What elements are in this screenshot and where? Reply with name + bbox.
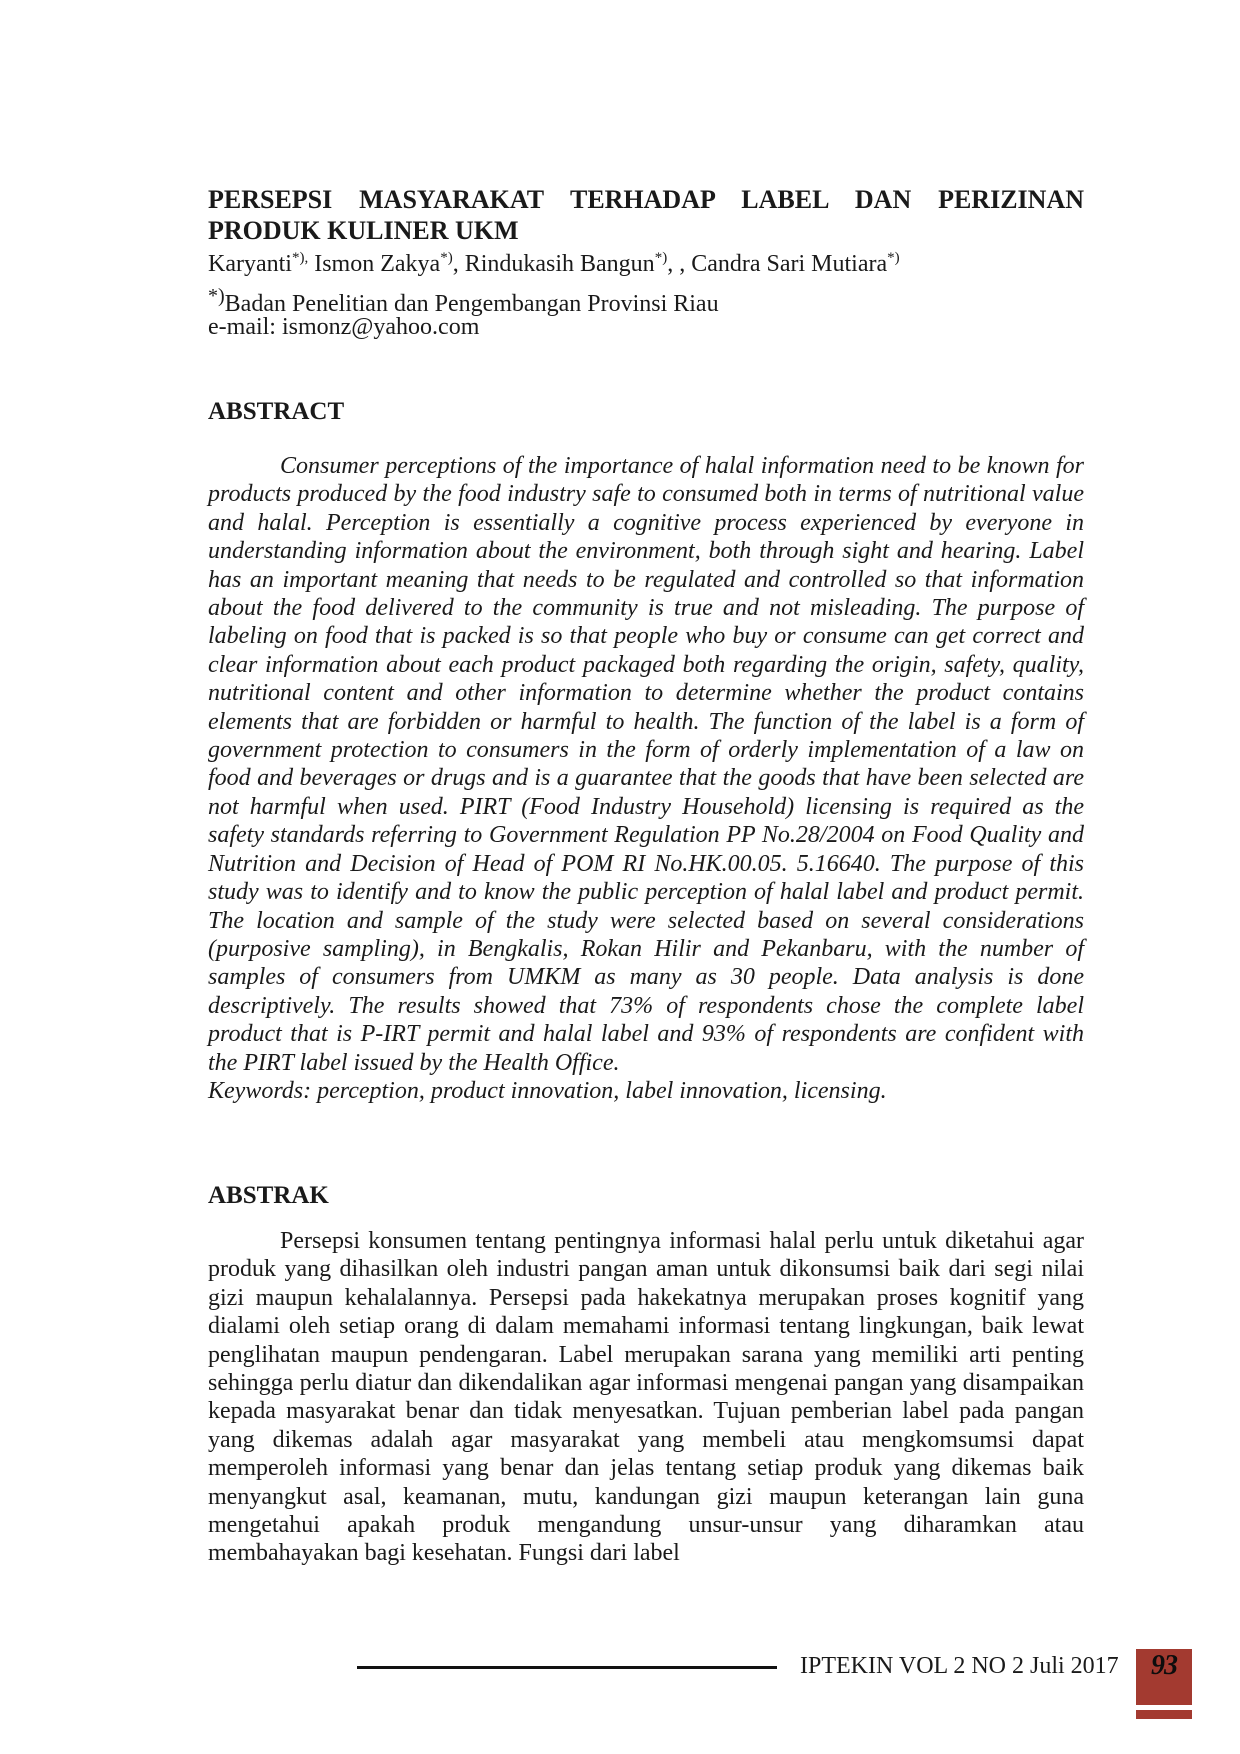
abstrak-body: Persepsi konsumen tentang pentingnya informasi halal perlu untuk diketahui agar produk yang dihasilkan oleh industri pangan aman untuk dikonsumsi baik dari segi nilai gizi maupun kehalalannya. Persepsi pada hakekatnya merupakan proses kognitif yang dialami oleh setiap orang di dalam memahami informasi tentang lingkungan, baik lewat penglihatan maupun pendengaran. Label merupakan sarana yang memiliki arti penting sehingga perlu diatur dan dikendalikan agar informasi mengenai pangan yang disampaikan kepada masyarakat benar dan tidak menyesatkan. Tujuan pemberian label pada pangan yang dikemas adalah agar masyarakat yang membeli atau mengkomsumsi dapat memperoleh informasi yang benar dan jelas tentang setiap produk yang dikemas baik menyangkut asal, keamanan, mutu, kandungan gizi maupun keterangan lain guna mengetahui apakah produk mengandung unsur-unsur yang diharamkan atau membahayakan bagi kesehatan. Fungsi dari label bbox=[208, 1228, 1084, 1567]
author-affiliation-mark: *) bbox=[887, 250, 900, 266]
author-name: Karyanti bbox=[208, 251, 292, 277]
page-number-badge-box bbox=[1136, 1649, 1192, 1705]
abstrak-section bbox=[208, 1227, 1084, 1568]
author-affiliation-mark: *), bbox=[291, 250, 309, 266]
abstrak-heading: ABSTRAK bbox=[208, 1182, 329, 1209]
abstract-body: Consumer perceptions of the importance of halal information need to be known for products produced by the food industry safe to consumed both in terms of nutritional value and halal. Perception is essentially a cognitive process experienced by everyone in understanding information about the environment, both through sight and hearing. Label has an important meaning that needs to be regulated and controlled so that information about the food delivered to the community is true and not misleading. The purpose of labeling on food that is packed is so that people who buy or consume can get correct and clear information about each product packaged both regarding the origin, safety, quality, nutritional content and other information to determine whether the product contains elements that are forbidden or harmful to health. The function of the label is a form of government protection to consumers in the form of orderly implementation of a law on food and beverages or drugs and is a guarantee that the goods that have been selected are not harmful when used. PIRT (Food Industry Household) licensing is required as the safety standards referring to Government Regulation PP No.28/2004 on Food Quality and Nutrition and Decision of Head of POM RI No.HK.00.05. 5.16640. The purpose of this study was to identify and to know the public perception of halal label and product permit. The location and sample of the study were selected based on several considerations (purposive sampling), in Bengkalis, Rokan Hilir and Pekanbaru, with the number of samples of consumers from UMKM as many as 30 people. Data analysis is done descriptively. The results showed that 73% of respondents chose the complete label product that is P-IRT permit and halal label and 93% of respondents are confident with the PIRT label issued by the Health Office. bbox=[208, 453, 1084, 1076]
abstract-heading: ABSTRACT bbox=[208, 398, 345, 425]
footer-journal-info: IPTEKIN VOL 2 NO 2 Juli 2017 bbox=[800, 1653, 1119, 1679]
author-name: , , Candra Sari Mutiara bbox=[667, 251, 888, 277]
author-byline bbox=[208, 249, 1084, 280]
author-affiliation-mark: *) bbox=[654, 250, 668, 266]
author-name: , Rindukasih Bangun bbox=[452, 251, 655, 277]
author-affiliation-mark: *) bbox=[440, 250, 453, 266]
page-number-badge bbox=[1136, 1649, 1192, 1719]
author-name: Ismon Zakya bbox=[308, 251, 441, 277]
affiliation-text: Badan Penelitian dan Pengembangan Provinsi Riau bbox=[224, 291, 719, 317]
paper-title-line-2: PRODUK KULINER UKM bbox=[208, 216, 519, 245]
affiliation-mark: *) bbox=[208, 285, 225, 307]
keywords-line: Keywords: perception, product innovation, label innovation, licensing. bbox=[208, 1077, 887, 1104]
email-line: e-mail: ismonz@yahoo.com bbox=[208, 314, 480, 340]
paper-title bbox=[208, 184, 1084, 246]
page-number-badge-bar bbox=[1136, 1710, 1192, 1719]
page-number: 93 bbox=[1151, 1650, 1177, 1681]
footer-divider-line bbox=[357, 1666, 777, 1669]
abstract-section bbox=[208, 452, 1084, 1105]
paper-title-line-1: PERSEPSI MASYARAKAT TERHADAP LABEL DAN PERIZINAN bbox=[208, 185, 1084, 214]
